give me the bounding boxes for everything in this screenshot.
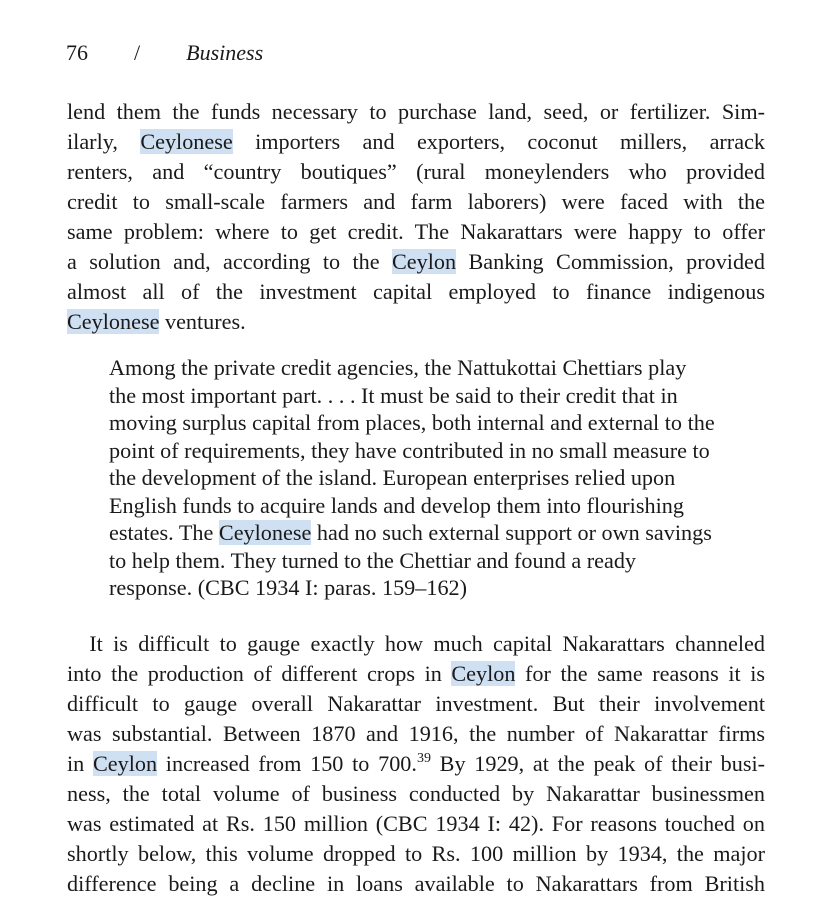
text-line: English funds to acquire lands and develop them into flourishing (109, 492, 684, 518)
text-line: point of requirements, they have contributed in no small measure to (109, 437, 710, 463)
page-number: 76 (66, 40, 88, 65)
text-line: ilarly, Ceylonese importers and exporters, coconut millers, arrack (67, 129, 765, 154)
text-line: Ceylonese ventures. (67, 309, 246, 334)
text-line: It is difficult to gauge exactly how much capital Nakarattars channeled (67, 631, 765, 656)
text-line: was substantial. Between 1870 and 1916, the number of Nakarattar firms (67, 721, 765, 746)
search-highlight: Ceylon (92, 751, 158, 776)
search-highlight: Ceylonese (218, 520, 312, 545)
text-line: ness, the total volume of business conducted by Nakarattar businessmen (67, 781, 765, 806)
text-line: a solution and, according to the Ceylon Banking Commission, provided (67, 249, 765, 274)
text-line: same problem: where to get credit. The Nakarattars were happy to offer (67, 219, 765, 244)
text-line: response. (CBC 1934 I: paras. 159–162) (109, 575, 468, 600)
search-highlight: Ceylon (451, 661, 516, 686)
running-head-separator: / (134, 40, 141, 65)
text-line: the development of the island. European enterprises relied upon (109, 465, 676, 490)
block-quote (109, 354, 769, 602)
text-line: was estimated at Rs. 150 million (CBC 1934 I: 42). For reasons touched on (67, 811, 765, 836)
text-line: to help them. They turned to the Chettiar and found a ready (109, 547, 637, 573)
text-line: difficult to gauge overall Nakarattar investment. But their involvement (67, 691, 765, 716)
paragraph-2 (67, 629, 765, 899)
running-head (66, 38, 263, 68)
text-line: Among the private credit agencies, the Nattukottai Chettiars play (109, 355, 687, 380)
running-head-title: Business (186, 40, 264, 65)
text-line: into the production of different crops in Ceylon for the same reasons it is (67, 661, 765, 686)
search-highlight: Ceylonese (140, 129, 233, 154)
text-line: difference being a decline in loans available to Nakarattars from British (67, 871, 765, 896)
search-highlight: Ceylon (392, 249, 457, 274)
text-line: in Ceylon increased from 150 to 700.39 By 1929, at the peak of their busi- (67, 751, 765, 776)
text-line: estates. The Ceylonese had no such external support or own savings (109, 520, 712, 545)
text-line: the most important part. . . . It must be said to their credit that in (109, 382, 678, 408)
text-line: renters, and “country boutiques” (rural moneylenders who provided (67, 159, 765, 184)
text-line: shortly below, this volume dropped to Rs. 100 million by 1934, the major (67, 841, 765, 866)
footnote-marker[interactable]: 39 (416, 751, 431, 766)
paragraph-1 (67, 97, 765, 337)
text-line: lend them the funds necessary to purchase land, seed, or fertilizer. Sim- (67, 99, 765, 124)
text-line: moving surplus capital from places, both internal and external to the (109, 410, 715, 435)
text-line: almost all of the investment capital employed to finance indigenous (67, 279, 765, 304)
search-highlight: Ceylonese (67, 309, 160, 334)
text-line: credit to small-scale farmers and farm laborers) were faced with the (67, 189, 765, 214)
